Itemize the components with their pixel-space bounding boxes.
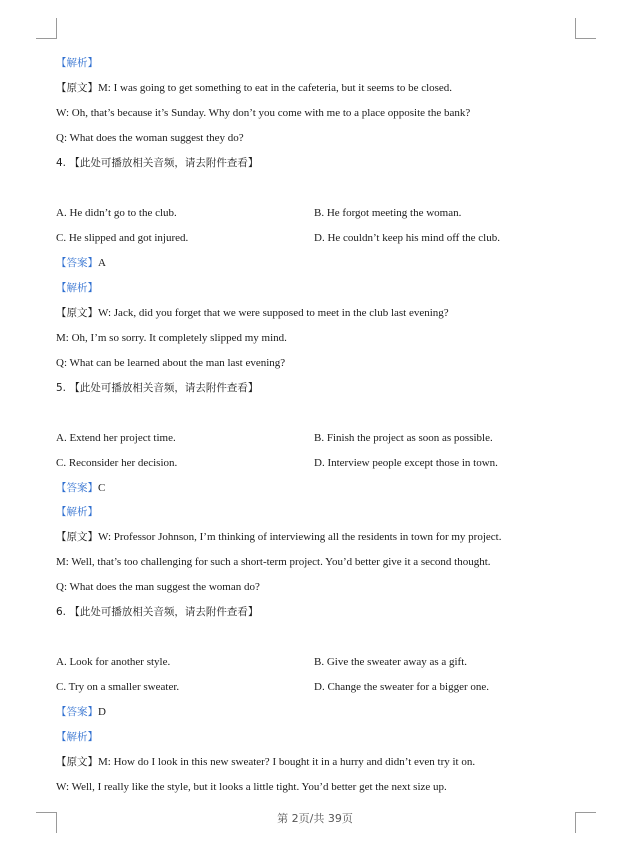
transcript-line <box>56 530 501 544</box>
option-d: D. He couldn’t keep his mind off the club. <box>314 232 500 244</box>
answer-value: D <box>98 706 106 718</box>
transcript-line: M: Oh, I’m so sorry. It completely slipped my mind. <box>56 332 287 344</box>
option-c: C. Try on a smaller sweater. <box>56 681 180 693</box>
option-b: B. Finish the project as soon as possible. <box>314 432 493 444</box>
crop-mark <box>56 18 57 39</box>
question-line: Q: What does the man suggest the woman do? <box>56 581 260 593</box>
transcript-line: W: Well, I really like the style, but it looks a little tight. You’d better get the next size up. <box>56 781 447 793</box>
answer-value: A <box>98 257 106 269</box>
option-a: A. Look for another style. <box>56 656 171 668</box>
option-c: C. He slipped and got injured. <box>56 232 189 244</box>
crop-mark <box>576 38 596 39</box>
answer-line <box>56 705 106 719</box>
analysis-label: 【解析】 <box>56 731 98 743</box>
transcript-line <box>56 755 475 769</box>
answer-tag: 【答案】 <box>56 706 98 718</box>
transcript-line: W: Oh, that’s because it’s Sunday. Why don’t you come with me to a place opposite the bank? <box>56 107 471 119</box>
transcript-text: W: Jack, did you forget that we were supposed to meet in the club last evening? <box>98 307 449 319</box>
answer-tag: 【答案】 <box>56 257 98 269</box>
crop-mark <box>575 18 576 39</box>
transcript-tag: 【原文】 <box>56 82 98 94</box>
question-4-heading: 4. 【此处可播放相关音频，请去附件查看】 <box>56 157 259 169</box>
option-d: D. Interview people except those in town. <box>314 457 498 469</box>
analysis-label: 【解析】 <box>56 506 98 518</box>
question-line: Q: What does the woman suggest they do? <box>56 132 244 144</box>
transcript-tag: 【原文】 <box>56 756 98 768</box>
transcript-text: W: Professor Johnson, I’m thinking of interviewing all the residents in town for my project. <box>98 531 502 543</box>
transcript-tag: 【原文】 <box>56 307 98 319</box>
option-c: C. Reconsider her decision. <box>56 457 178 469</box>
page-number: 第 2页/共 39页 <box>277 812 353 825</box>
transcript-line <box>56 306 449 320</box>
transcript-text: M: I was going to get something to eat in the cafeteria, but it seems to be closed. <box>98 82 453 94</box>
answer-line <box>56 481 105 495</box>
option-b: B. Give the sweater away as a gift. <box>314 656 468 668</box>
transcript-text: M: How do I look in this new sweater? I bought it in a hurry and didn’t even try it on. <box>98 756 476 768</box>
option-d: D. Change the sweater for a bigger one. <box>314 681 490 693</box>
question-6-heading: 6. 【此处可播放相关音频，请去附件查看】 <box>56 606 259 618</box>
question-5-heading: 5. 【此处可播放相关音频，请去附件查看】 <box>56 382 259 394</box>
transcript-line <box>56 81 452 95</box>
answer-line <box>56 256 106 270</box>
option-a: A. He didn’t go to the club. <box>56 207 177 219</box>
crop-mark <box>36 38 56 39</box>
analysis-label: 【解析】 <box>56 282 98 294</box>
option-a: A. Extend her project time. <box>56 432 176 444</box>
analysis-label: 【解析】 <box>56 57 98 69</box>
answer-value: C <box>98 482 106 494</box>
question-line: Q: What can be learned about the man last evening? <box>56 357 286 369</box>
answer-tag: 【答案】 <box>56 482 98 494</box>
transcript-tag: 【原文】 <box>56 531 98 543</box>
option-b: B. He forgot meeting the woman. <box>314 207 462 219</box>
transcript-line: M: Well, that’s too challenging for such a short-term project. You’d better give it a second thought. <box>56 556 491 568</box>
